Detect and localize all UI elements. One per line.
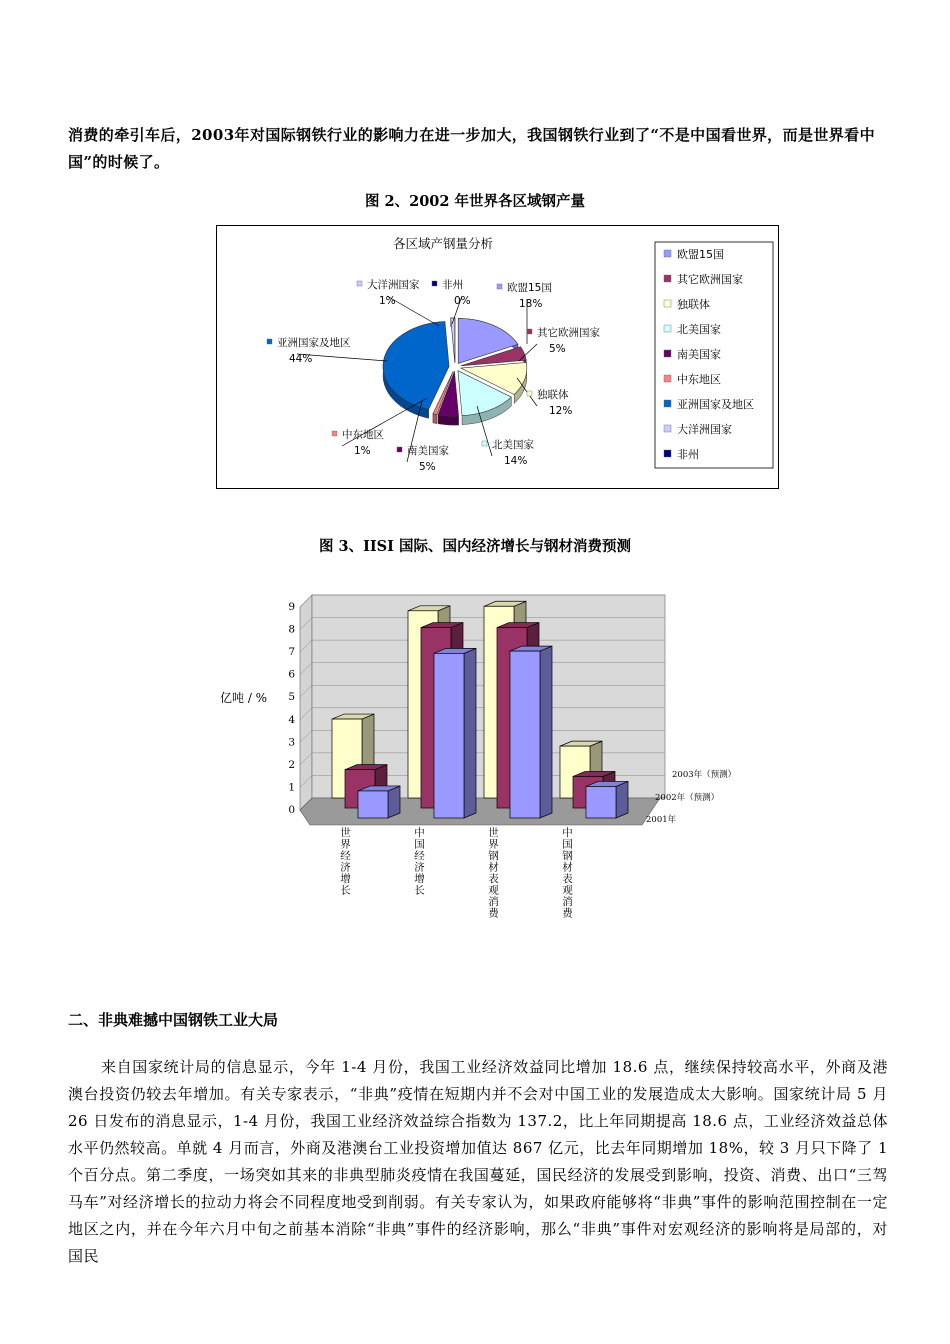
x-category-label: 中国经济增长 [413, 827, 425, 896]
pie-label-name: 中东地区 [342, 429, 384, 441]
pie-label-percent: 44% [289, 353, 313, 365]
section-title: 二、非典难撼中国钢铁工业大局 [68, 1011, 279, 1029]
bar-front [434, 653, 464, 818]
pie-chart-frame [216, 225, 779, 489]
pie-label-key [432, 281, 437, 286]
pie-label-name: 欧盟15国 [507, 282, 552, 294]
pie-label-name: 北美国家 [492, 439, 534, 451]
pie-label-percent: 12% [549, 405, 573, 417]
series-label: 2001年 [646, 815, 677, 825]
pie-data-label [519, 326, 600, 361]
bar-3d [586, 781, 628, 818]
pie-label-name: 大洋洲国家 [367, 279, 420, 291]
y-tick-label: 9 [288, 601, 295, 613]
pie-legend-swatch [664, 400, 671, 407]
pie-label-percent: 14% [504, 455, 528, 467]
pie-label-percent: 1% [354, 445, 371, 457]
bar-side [388, 786, 400, 818]
pie-legend-swatch [664, 325, 671, 332]
y-tick-label: 6 [288, 668, 295, 681]
bar-3d [510, 646, 552, 818]
series-label: 2003年（预测） [672, 770, 737, 780]
body-paragraph: 来自国家统计局的信息显示，今年 1-4 月份，我国工业经济效益同比增加 18.6 点，继续保持较高水平，外商及港澳台投资仍较去年增加。有关专家表示，“非典”疫情在短期内并不会对中国工业的发展造成太大影响。国家统计局 5 月 26 日发布的消息显示，1-4 月份，我国工业经济效益综合指数为 137.2，比上年同期提高 18.6 点，工业经济效益总体水平仍然较高。单就 4 月而言，外商及港澳台工业投资增加值达 867 亿元，比去年同期增加 18%，较 3 月只下降了 1 个百分点。第二季度，一场突如其来的非典型肺炎疫情在我国蔓延，国民经济的发展受到影响，投资、消费、出口“三驾马车”对经济增长的拉动力将会不同程度地受到削弱。有关专家认为，如果政府能够将“非典”事件的影响范围控制在一定地区之内，并在今年六月中旬之前基本消除“非典”事件的经济影响，那么“非典”事件对宏观经济的影响将是局部的，对国民 [68, 1058, 888, 1265]
pie-legend-entry: 大洋洲国家 [677, 423, 732, 436]
pie-legend [655, 242, 773, 468]
bar-3d [434, 648, 476, 818]
bar-front [358, 791, 388, 818]
pie-data-label [432, 278, 471, 324]
bar-front [586, 786, 616, 818]
pie-label-name: 非州 [442, 279, 463, 291]
pie-legend-swatch [664, 300, 671, 307]
bar-3d [358, 786, 400, 818]
pie-label-key [527, 391, 532, 396]
chart-side-wall [300, 595, 312, 810]
pie-label-name: 独联体 [537, 389, 569, 401]
y-tick-label: 2 [288, 758, 295, 771]
pie-label-key [397, 447, 402, 452]
series-label: 2002年（预测） [655, 793, 720, 803]
pie-label-key [267, 339, 272, 344]
y-axis-label: 亿吨 / % [220, 691, 268, 705]
y-tick-label: 0 [288, 804, 295, 816]
pie-legend-swatch [664, 350, 671, 357]
pie-label-key [482, 441, 487, 446]
pie-legend-swatch [664, 450, 671, 457]
pie-chart [217, 226, 780, 490]
pie-legend-entry: 北美国家 [677, 323, 721, 336]
pie-label-name: 南美国家 [407, 445, 449, 457]
pie-legend-swatch [664, 375, 671, 382]
figure2-caption: 图 2、2002 年世界各区域钢产量 [364, 193, 586, 210]
x-category-label: 中国钢材表观消费 [561, 827, 573, 919]
pie-label-key [497, 284, 502, 289]
pie-legend-swatch [664, 250, 671, 257]
bar-chart [200, 555, 800, 955]
pie-label-key [332, 431, 337, 436]
pie-legend-entry: 欧盟15国 [677, 248, 724, 261]
pie-label-percent: 18% [519, 298, 543, 310]
bar-side [616, 781, 628, 818]
bar-side [540, 646, 552, 818]
figure3-caption: 图 3、IISI 国际、国内经济增长与钢材消费预测 [318, 538, 631, 555]
pie-label-percent: 5% [419, 461, 436, 473]
pie-legend-entry: 独联体 [677, 298, 710, 311]
pie-legend-entry: 非州 [677, 448, 699, 461]
bar-side [464, 648, 476, 818]
x-category-label: 世界钢材表观消费 [487, 827, 499, 919]
y-tick-label: 7 [288, 646, 295, 659]
y-tick-label: 8 [288, 623, 295, 636]
pie-legend-entry: 其它欧洲国家 [677, 273, 743, 286]
y-tick-label: 3 [288, 736, 295, 749]
y-tick-label: 1 [288, 781, 295, 794]
pie-legend-entry: 中东地区 [677, 373, 721, 386]
pie-title: 各区域产钢量分析 [392, 236, 494, 251]
pie-label-percent: 1% [379, 295, 396, 307]
pie-legend-swatch [664, 425, 671, 432]
pie-label-key [357, 281, 362, 286]
intro-paragraph: 消费的牵引车后，2003年对国际钢铁行业的影响力在进一步加大，我国钢铁行业到了“不是中国看世界，而是世界看中国”的时候了。 [68, 126, 875, 171]
y-tick-label: 5 [288, 691, 295, 704]
pie-label-key [527, 329, 532, 334]
pie-label-name: 亚洲国家及地区 [277, 337, 351, 349]
pie-legend-entry: 亚洲国家及地区 [677, 398, 754, 411]
pie-label-name: 其它欧洲国家 [537, 327, 600, 339]
bar-front [510, 651, 540, 818]
pie-data-label [267, 336, 387, 365]
pie-legend-swatch [664, 275, 671, 282]
pie-slice [451, 318, 455, 363]
pie-slice-side [433, 414, 437, 424]
pie-data-label [357, 278, 439, 326]
pie-legend-entry: 南美国家 [677, 348, 721, 361]
x-category-label: 世界经济增长 [339, 827, 351, 896]
y-tick-label: 4 [288, 713, 295, 726]
pie-label-percent: 0% [454, 295, 471, 307]
pie-label-percent: 5% [549, 343, 566, 355]
bar-chart-3d [200, 555, 800, 955]
